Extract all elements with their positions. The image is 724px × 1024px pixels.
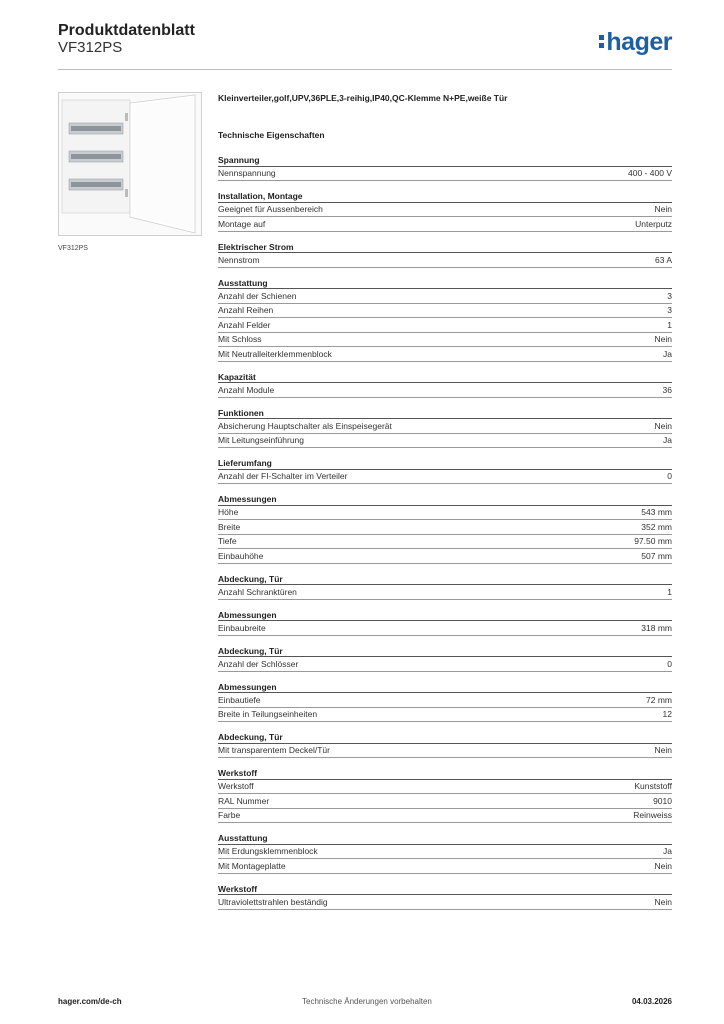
property-value: 0 xyxy=(667,658,672,669)
property-row xyxy=(218,253,672,268)
property-label: Anzahl der Schienen xyxy=(218,290,297,301)
property-value: 36 xyxy=(662,384,672,395)
section-title: Ausstattung xyxy=(218,832,672,845)
property-section xyxy=(218,645,672,672)
property-row xyxy=(218,621,672,636)
property-value: Ja xyxy=(663,348,672,359)
property-value: Nein xyxy=(654,334,672,345)
section-title: Werkstoff xyxy=(218,767,672,780)
property-value: 63 A xyxy=(654,254,672,265)
property-value: Unterputz xyxy=(635,218,672,229)
property-label: Anzahl Schranktüren xyxy=(218,586,297,597)
property-row xyxy=(218,289,672,304)
property-label: Mit Schloss xyxy=(218,334,262,345)
header-divider xyxy=(58,69,672,70)
distribution-board-image xyxy=(59,93,201,235)
footer-date: 04.03.2026 xyxy=(631,997,672,1006)
property-label: Montage auf xyxy=(218,218,266,229)
property-value: 543 mm xyxy=(641,507,672,518)
property-row xyxy=(218,217,672,232)
section-title: Lieferumfang xyxy=(218,457,672,470)
properties-list xyxy=(218,154,672,910)
property-label: Einbaubreite xyxy=(218,622,266,633)
property-section xyxy=(218,457,672,484)
property-row xyxy=(218,419,672,434)
property-section xyxy=(218,609,672,636)
property-row xyxy=(218,333,672,348)
property-section xyxy=(218,190,672,232)
logo-text: hager xyxy=(606,28,672,56)
section-title: Spannung xyxy=(218,154,672,167)
property-value: 12 xyxy=(662,709,672,720)
property-value: Nein xyxy=(654,420,672,431)
property-value: 400 - 400 V xyxy=(628,168,672,179)
product-image-caption: VF312PS xyxy=(58,245,88,252)
product-image xyxy=(58,92,202,236)
logo-dots-icon xyxy=(599,32,604,50)
property-section xyxy=(218,883,672,910)
section-title: Kapazität xyxy=(218,371,672,384)
section-title: Ausstattung xyxy=(218,277,672,290)
property-row xyxy=(218,585,672,600)
property-value: Nein xyxy=(654,204,672,215)
property-label: Nennspannung xyxy=(218,168,276,179)
section-title: Abmessungen xyxy=(218,681,672,694)
property-label: Anzahl Module xyxy=(218,384,275,395)
property-value: 1 xyxy=(667,586,672,597)
property-section xyxy=(218,832,672,874)
property-value: 507 mm xyxy=(641,550,672,561)
property-row xyxy=(218,693,672,708)
property-value: Kunststoff xyxy=(634,781,672,792)
property-value: 352 mm xyxy=(641,521,672,532)
property-label: Anzahl Reihen xyxy=(218,305,274,316)
property-value: 9010 xyxy=(653,795,672,806)
section-title: Abdeckung, Tür xyxy=(218,645,672,658)
property-label: Breite in Teilungseinheiten xyxy=(218,709,318,720)
property-row xyxy=(218,809,672,824)
property-section xyxy=(218,154,672,181)
footer-website: hager.com/de-ch xyxy=(58,997,122,1006)
section-title: Abmessungen xyxy=(218,493,672,506)
property-row xyxy=(218,203,672,218)
property-row xyxy=(218,845,672,860)
product-details xyxy=(218,92,672,919)
property-section xyxy=(218,573,672,600)
property-label: Anzahl Felder xyxy=(218,319,271,330)
property-value: Nein xyxy=(654,896,672,907)
property-label: Mit Montageplatte xyxy=(218,860,286,871)
property-label: Tiefe xyxy=(218,536,237,547)
section-title: Installation, Montage xyxy=(218,190,672,203)
property-section xyxy=(218,277,672,362)
property-row xyxy=(218,859,672,874)
property-label: Ultraviolettstrahlen beständig xyxy=(218,896,328,907)
section-title: Werkstoff xyxy=(218,883,672,896)
property-row xyxy=(218,708,672,723)
property-row xyxy=(218,549,672,564)
property-value: 3 xyxy=(667,305,672,316)
property-label: Absicherung Hauptschalter als Einspeisegerät xyxy=(218,420,392,431)
page-header xyxy=(58,20,672,70)
property-label: Breite xyxy=(218,521,241,532)
property-row xyxy=(218,520,672,535)
property-label: Mit Erdungsklemmenblock xyxy=(218,846,318,857)
property-label: Anzahl der Schlösser xyxy=(218,658,299,669)
property-label: Höhe xyxy=(218,507,239,518)
property-value: 1 xyxy=(667,319,672,330)
property-value: 318 mm xyxy=(641,622,672,633)
property-row xyxy=(218,744,672,759)
section-title: Abmessungen xyxy=(218,609,672,622)
property-value: Nein xyxy=(654,745,672,756)
property-label: Mit transparentem Deckel/Tür xyxy=(218,745,330,756)
property-row xyxy=(218,167,672,182)
property-section xyxy=(218,731,672,758)
section-title: Abdeckung, Tür xyxy=(218,731,672,744)
property-label: Werkstoff xyxy=(218,781,254,792)
product-description: Kleinverteiler,golf,UPV,36PLE,3-reihig,IP40,QC-Klemme N+PE,weiße Tür xyxy=(218,93,508,103)
property-value: 0 xyxy=(667,471,672,482)
property-value: Ja xyxy=(663,846,672,857)
property-section xyxy=(218,493,672,564)
property-row xyxy=(218,318,672,333)
property-row xyxy=(218,794,672,809)
document-subtitle: VF312PS xyxy=(58,39,123,56)
property-value: Ja xyxy=(663,435,672,446)
property-row xyxy=(218,383,672,398)
property-row xyxy=(218,780,672,795)
property-label: Geeignet für Aussenbereich xyxy=(218,204,323,215)
footer-notice: Technische Änderungen vorbehalten xyxy=(302,997,432,1006)
property-row xyxy=(218,535,672,550)
section-title: Elektrischer Strom xyxy=(218,241,672,254)
property-value: 3 xyxy=(667,290,672,301)
property-row xyxy=(218,506,672,521)
property-row xyxy=(218,470,672,485)
property-row xyxy=(218,434,672,449)
hager-logo xyxy=(599,28,672,57)
document-title: Produktdatenblatt xyxy=(58,22,195,39)
property-section xyxy=(218,241,672,268)
section-title: Abdeckung, Tür xyxy=(218,573,672,586)
property-section xyxy=(218,681,672,723)
property-label: Einbauhöhe xyxy=(218,550,264,561)
property-section xyxy=(218,407,672,449)
property-section xyxy=(218,767,672,823)
property-label: Mit Neutralleiterklemmenblock xyxy=(218,348,332,359)
section-title: Funktionen xyxy=(218,407,672,420)
technical-properties-heading: Technische Eigenschaften xyxy=(218,130,325,140)
property-value: Reinweiss xyxy=(633,810,672,821)
property-label: Farbe xyxy=(218,810,241,821)
property-label: Anzahl der FI-Schalter im Verteiler xyxy=(218,471,348,482)
property-value: 97.50 mm xyxy=(634,536,672,547)
property-row xyxy=(218,347,672,362)
property-row xyxy=(218,657,672,672)
property-label: Mit Leitungseinführung xyxy=(218,435,305,446)
property-label: RAL Nummer xyxy=(218,795,270,806)
property-row xyxy=(218,304,672,319)
property-value: Nein xyxy=(654,860,672,871)
property-value: 72 mm xyxy=(646,694,672,705)
property-section xyxy=(218,371,672,398)
property-row xyxy=(218,895,672,910)
property-label: Nennstrom xyxy=(218,254,260,265)
property-label: Einbautiefe xyxy=(218,694,261,705)
